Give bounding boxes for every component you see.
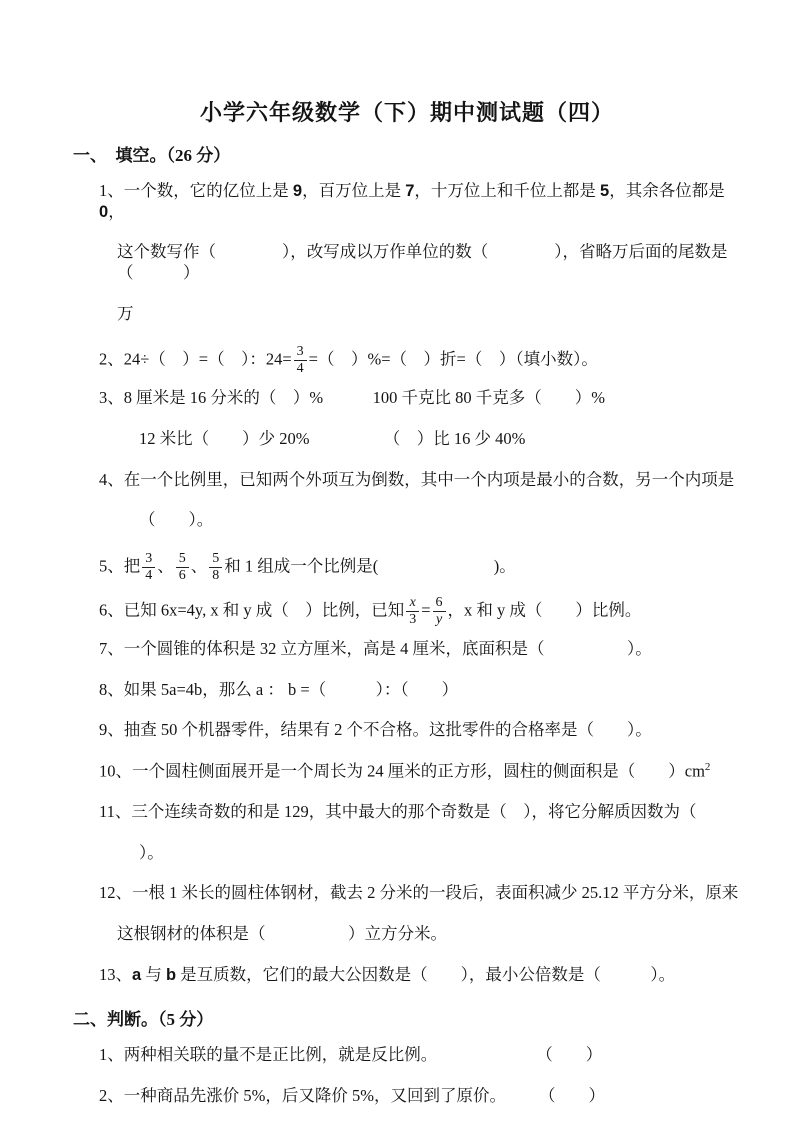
text-segment: 10、一个圆柱侧面展开是一个周长为 24 厘米的正方形，圆柱的侧面积是（ ）cm (99, 761, 705, 781)
section-heading: 二、判断。（5 分） (73, 1010, 214, 1030)
fraction-numerator: 6 (433, 595, 446, 612)
bold-number: 0 (99, 202, 109, 221)
question-line (73, 1086, 741, 1107)
text-segment: 3、8 厘米是 16 分米的（ ）% 100 千克比 80 千克多（ ）% (99, 388, 605, 408)
question-line (73, 883, 741, 904)
text-segment: = (421, 600, 431, 620)
text-segment: 2、24÷（ ）=（ ）：24= (99, 349, 292, 369)
question-line (73, 470, 741, 491)
text-segment: 是互质数，它们的最大公因数是（ ），最小公倍数是（ ）。 (176, 964, 676, 984)
text-segment: ，十万位上和千位上都是 (414, 181, 600, 200)
bold-number: 9 (292, 182, 303, 200)
text-segment: 12、一根 1 米长的圆柱体钢材，截去 2 分米的一段后，表面积减少 25.12 平方分米，原来 (99, 883, 739, 903)
fraction (142, 551, 155, 584)
text-segment: 万 (117, 303, 134, 323)
text-segment: ，x 和 y 成（ ）比例。 (447, 600, 642, 620)
text-segment: ）。 (139, 842, 164, 862)
page-title: 小学六年级数学（下）期中测试题（四） (199, 100, 614, 125)
text-segment: 4、在一个比例里，已知两个外项互为倒数，其中一个内项是最小的合数，另一个内项是 (99, 469, 735, 489)
bold-number: 5 (600, 182, 610, 200)
fraction-denominator: 8 (212, 567, 220, 583)
fraction (433, 595, 446, 628)
document-content (73, 141, 741, 1107)
question-line (73, 924, 741, 945)
fraction (176, 551, 189, 584)
question-line (73, 551, 741, 584)
superscript: 2 (704, 761, 711, 774)
question-line (73, 429, 741, 450)
text-segment: 1、一个数，它的亿位上是 (99, 181, 293, 200)
question-line (73, 595, 741, 628)
section-heading: 一、 填空。（26 分） (73, 146, 231, 165)
text-segment: 11、三个连续奇数的和是 129，其中最大的那个奇数是（ ），将它分解质因数为（ (99, 802, 697, 822)
text-segment: ， (108, 201, 125, 221)
question-line (73, 304, 741, 325)
fraction-numerator: 5 (209, 551, 222, 568)
fraction-denominator: y (435, 612, 443, 628)
text-segment: ，其余各位都是 (609, 181, 729, 200)
text-segment: （ ）。 (139, 510, 214, 530)
question-line (73, 1045, 741, 1066)
text-segment: 9、抽查 50 个机器零件，结果有 2 个不合格。这批零件的合格率是（ ）。 (99, 720, 652, 740)
question-line (73, 181, 741, 222)
question-line (73, 965, 741, 986)
bold-number: a (132, 965, 142, 984)
question-line (73, 388, 741, 409)
text-segment: 12 米比（ ）少 20% （ ）比 16 少 40% (139, 428, 526, 448)
text-segment: 和 1 组成一个比例是( )。 (224, 556, 516, 576)
text-segment: 与 (141, 964, 166, 984)
text-segment: 、 (157, 556, 174, 576)
bold-number: 7 (405, 182, 415, 200)
text-segment: ，百万位上是 (302, 181, 406, 200)
question-line (73, 720, 741, 741)
text-segment: 6、已知 6x=4y, x 和 y 成（ ）比例，已知 (99, 600, 405, 620)
fraction (294, 344, 307, 377)
text-segment: 8、如果 5a=4b，那么 a ： b =（ ）：（ ） (99, 679, 459, 699)
fraction (406, 595, 419, 628)
question-line (73, 510, 741, 531)
fraction-denominator: 4 (296, 361, 304, 377)
fraction-numerator: 3 (294, 344, 307, 361)
fraction-denominator: 4 (145, 567, 153, 583)
question-line (73, 843, 741, 864)
fraction-denominator: 6 (178, 567, 186, 583)
fraction (209, 551, 222, 584)
question-line (73, 761, 741, 782)
bold-number: b (165, 965, 177, 984)
fraction-numerator: x (406, 595, 419, 612)
fraction-numerator: 3 (142, 551, 155, 568)
question-line (73, 802, 741, 823)
text-segment: 1、两种相关联的量不是正比例，就是反比例。 （ ） (99, 1045, 603, 1065)
fraction-numerator: 5 (176, 551, 189, 568)
text-segment: 2、一种商品先涨价 5%，后又降价 5%，又回到了原价。 （ ） (99, 1085, 605, 1105)
question-line (73, 680, 741, 701)
question-line (73, 242, 741, 283)
text-segment: 这根钢材的体积是（ ）立方分米。 (117, 924, 447, 944)
text-segment: 13、 (99, 964, 132, 984)
question-line (73, 639, 741, 660)
text-segment: 7、一个圆锥的体积是 32 立方厘米，高是 4 厘米，底面积是（ ）。 (99, 639, 652, 659)
text-segment: 这个数写作（ ），改写成以万作单位的数（ ），省略万后面的尾数是（ ） (117, 242, 728, 282)
text-segment: 5、把 (99, 556, 141, 576)
text-segment: 、 (190, 556, 208, 576)
question-line (73, 344, 741, 377)
text-segment: =（ ）%=（ ）折=（ ）（填小数）。 (308, 349, 598, 369)
fraction-denominator: 3 (409, 612, 417, 628)
